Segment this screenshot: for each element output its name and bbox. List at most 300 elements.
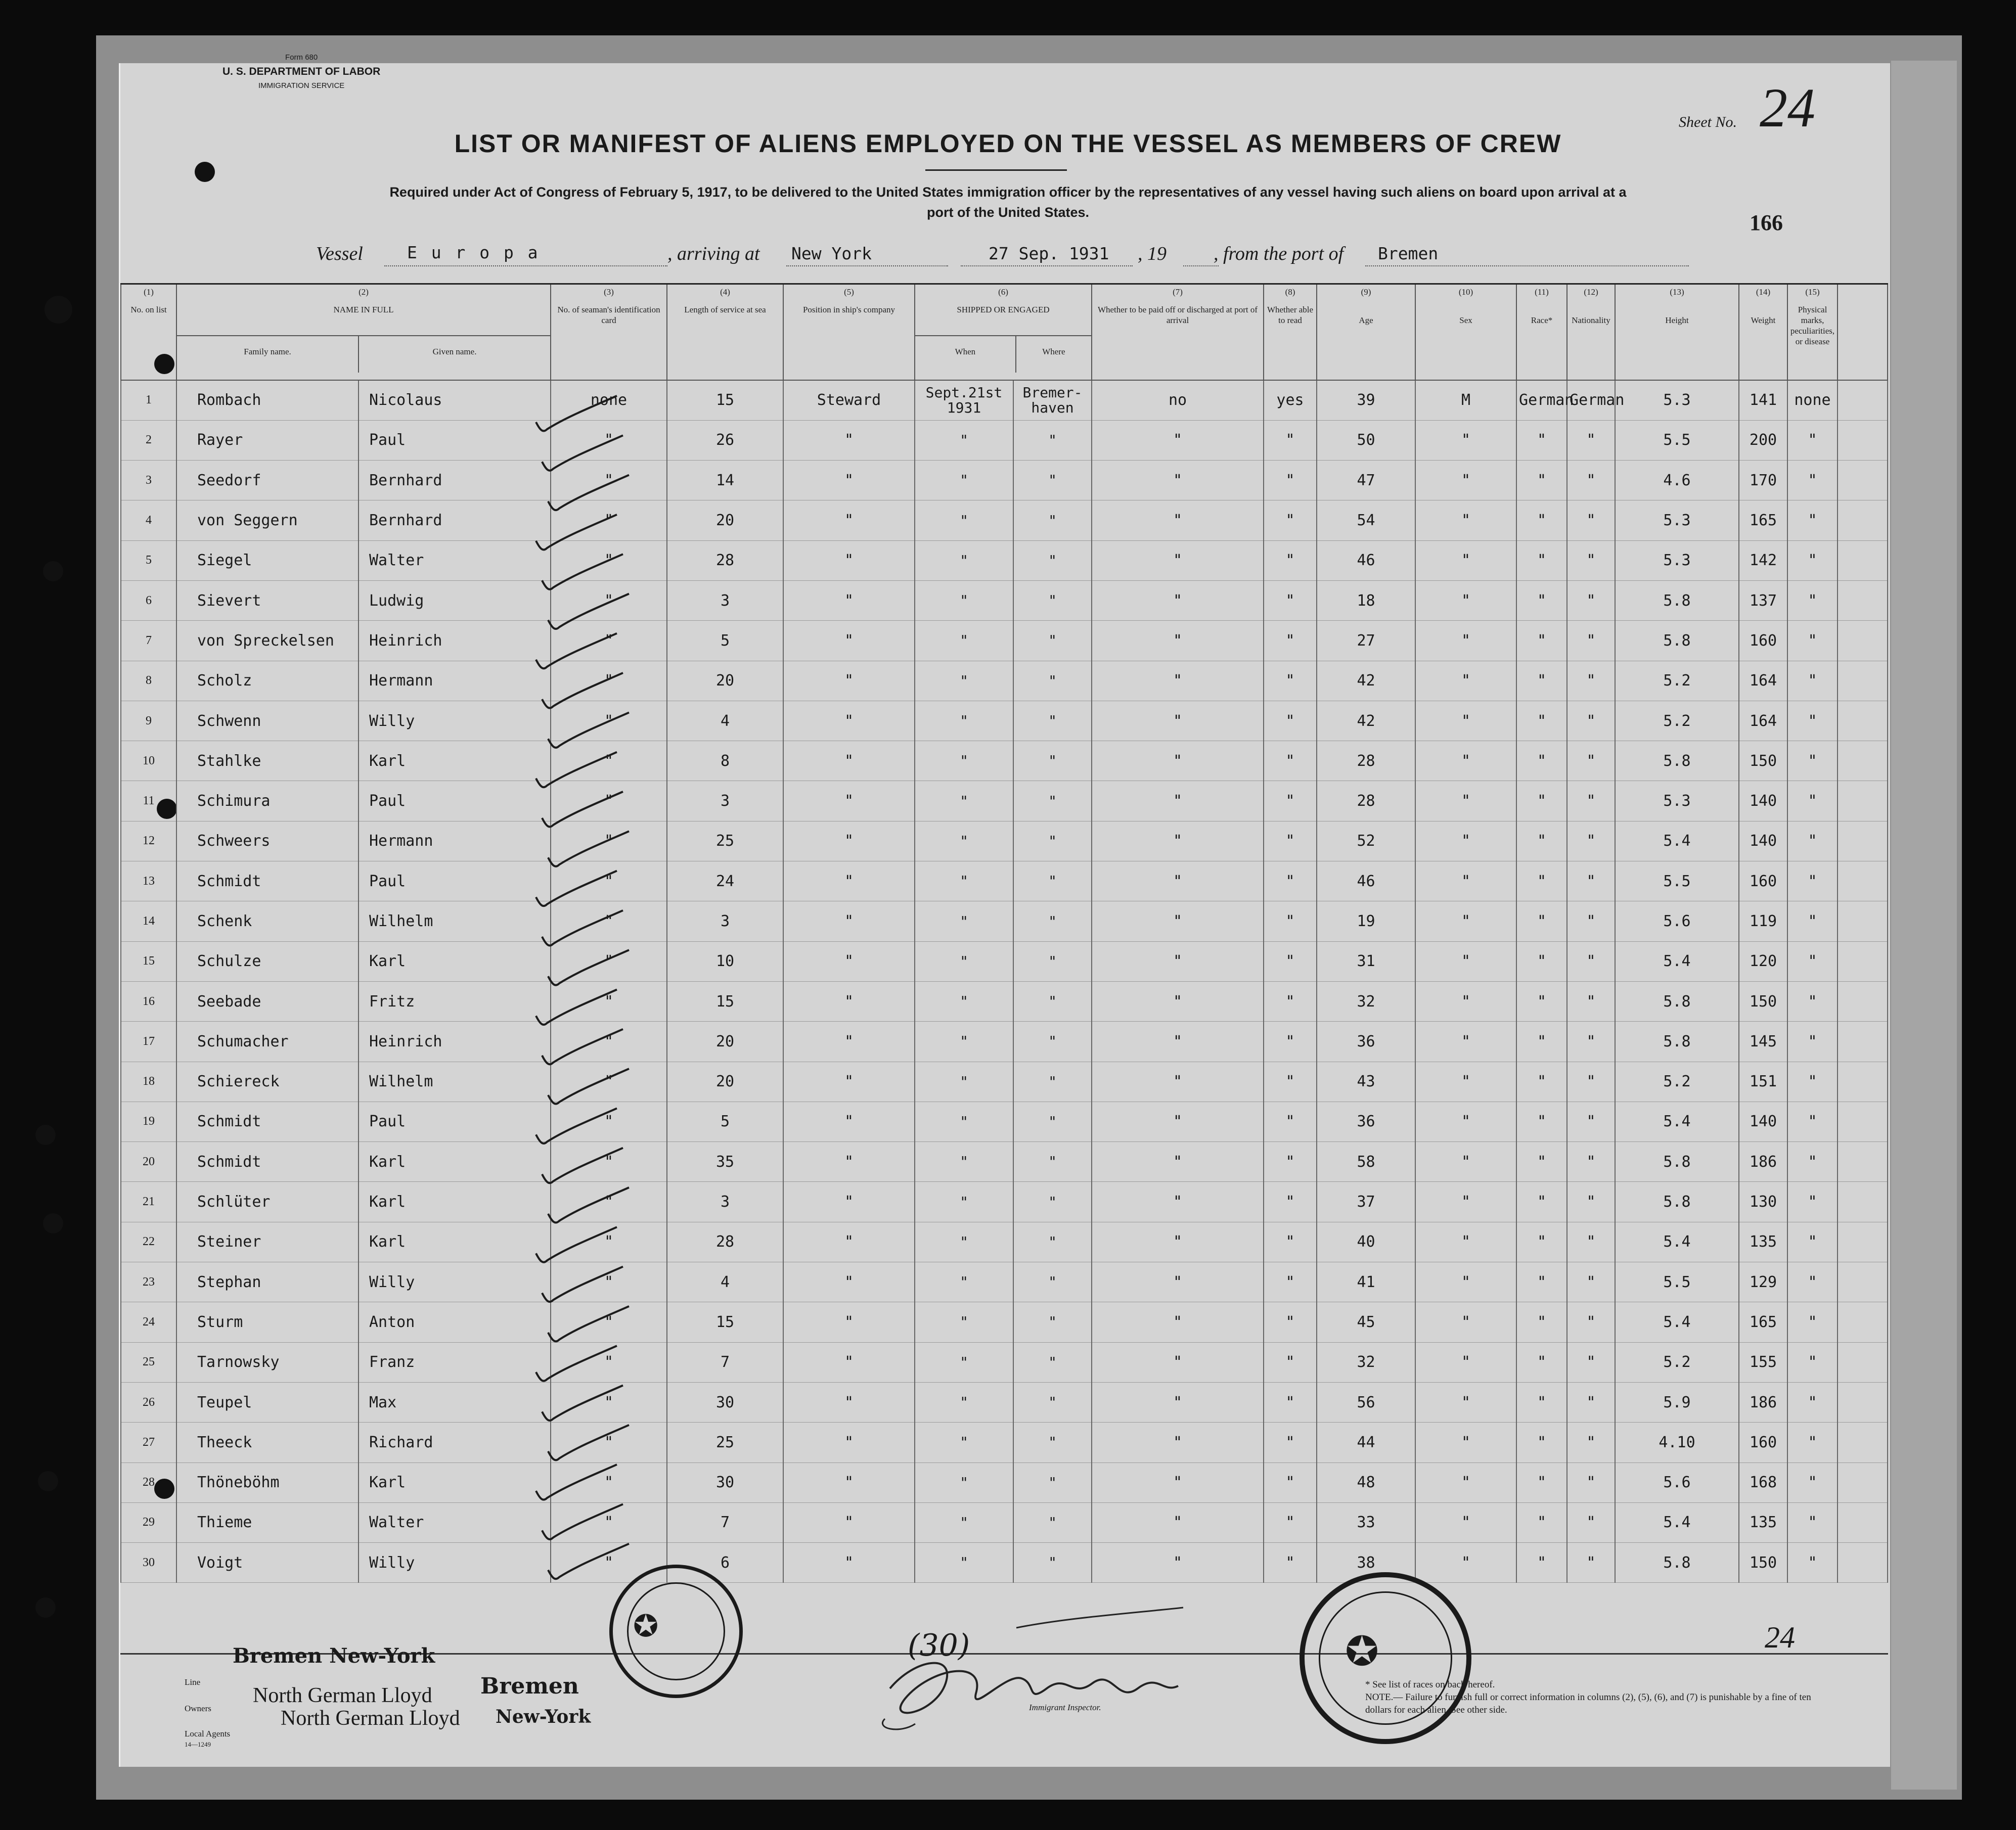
height-cell: 5.8 xyxy=(1615,1543,1739,1583)
arriving-label: , arriving at xyxy=(667,243,760,264)
given-name-cell: Willy xyxy=(359,1262,551,1302)
able-to-read-cell: " xyxy=(1264,1222,1317,1262)
paid-off-cell: " xyxy=(1092,1382,1264,1422)
nationality-cell: " xyxy=(1567,1022,1615,1062)
age-cell: 28 xyxy=(1317,741,1415,781)
header-service: (4) Length of service at sea xyxy=(667,284,783,380)
given-name-cell: Karl xyxy=(359,941,551,981)
checkmark xyxy=(536,515,617,550)
shipped-where-cell: " xyxy=(1013,461,1092,500)
ship-position-cell: " xyxy=(783,1382,915,1422)
sex-cell: " xyxy=(1415,661,1516,701)
shipped-when-cell: " xyxy=(915,1462,1013,1502)
nationality-cell: " xyxy=(1567,1423,1615,1462)
paid-off-cell: " xyxy=(1092,981,1264,1021)
family-name-cell: Schiereck xyxy=(176,1062,359,1102)
length-of-service-cell: 20 xyxy=(667,1022,783,1062)
owners-value: North German Lloyd xyxy=(253,1684,432,1707)
checkmark xyxy=(536,1108,617,1143)
given-name-cell: Karl xyxy=(359,1182,551,1222)
checkmark xyxy=(548,1544,629,1579)
ship-position-cell: " xyxy=(783,981,915,1021)
header-position: (5) Position in ship's company xyxy=(783,284,915,380)
weight-cell: 160 xyxy=(1739,621,1787,661)
row-number-cell: 30 xyxy=(121,1543,176,1583)
length-of-service-cell: 30 xyxy=(667,1382,783,1422)
able-to-read-cell: " xyxy=(1264,901,1317,941)
ship-position-cell: " xyxy=(783,861,915,901)
shipped-where-line: haven xyxy=(1031,399,1074,416)
sex-cell: " xyxy=(1415,1502,1516,1542)
id-card-cell: " xyxy=(551,420,667,460)
checkmark xyxy=(542,554,623,589)
given-name-cell: Walter xyxy=(359,540,551,580)
ship-position-cell: " xyxy=(783,1502,915,1542)
race-cell: " xyxy=(1516,540,1567,580)
ship-position-cell: " xyxy=(783,1262,915,1302)
ship-position-cell: " xyxy=(783,1423,915,1462)
shipped-where-cell: " xyxy=(1013,1342,1092,1382)
height-cell: 5.8 xyxy=(1615,1022,1739,1062)
header-sex: (10) Sex xyxy=(1415,284,1516,380)
sex-cell: " xyxy=(1415,701,1516,741)
family-name-cell: Scholz xyxy=(176,661,359,701)
age-cell: 52 xyxy=(1317,821,1415,861)
row-number-cell: 12 xyxy=(121,821,176,861)
family-name-cell: Thöneböhm xyxy=(176,1462,359,1502)
able-to-read-cell: " xyxy=(1264,1182,1317,1222)
bremen-stamp-text: Bremen xyxy=(480,1673,579,1699)
weight-cell: 135 xyxy=(1739,1222,1787,1262)
shipped-where-cell: " xyxy=(1013,1543,1092,1583)
given-name-cell: Ludwig xyxy=(359,580,551,620)
nationality-cell: " xyxy=(1567,621,1615,661)
length-of-service-cell: 4 xyxy=(667,701,783,741)
paid-off-cell: " xyxy=(1092,781,1264,821)
shipped-when-cell: " xyxy=(915,1262,1013,1302)
row-number-cell: 14 xyxy=(121,901,176,941)
family-name-cell: Teupel xyxy=(176,1382,359,1422)
shipped-where-cell: " xyxy=(1013,621,1092,661)
length-of-service-cell: 25 xyxy=(667,821,783,861)
height-cell: 5.4 xyxy=(1615,941,1739,981)
nationality-cell: " xyxy=(1567,981,1615,1021)
sex-cell: " xyxy=(1415,1142,1516,1182)
shipped-when-cell: " xyxy=(915,1022,1013,1062)
sex-cell: " xyxy=(1415,580,1516,620)
nationality-cell: " xyxy=(1567,1543,1615,1583)
ship-position-cell: " xyxy=(783,420,915,460)
paid-off-cell: " xyxy=(1092,1502,1264,1542)
weight-cell: 150 xyxy=(1739,981,1787,1021)
service-name: IMMIGRATION SERVICE xyxy=(258,81,345,90)
family-name-cell: von Seggern xyxy=(176,500,359,540)
header-age: (9) Age xyxy=(1317,284,1415,380)
height-cell: 5.3 xyxy=(1615,380,1739,421)
race-cell: " xyxy=(1516,420,1567,460)
shipped-when-cell: " xyxy=(915,821,1013,861)
checkmark xyxy=(536,990,617,1025)
shipped-when-cell: " xyxy=(915,1543,1013,1583)
able-to-read-cell: " xyxy=(1264,1423,1317,1462)
age-cell: 50 xyxy=(1317,420,1415,460)
age-cell: 38 xyxy=(1317,1543,1415,1583)
given-name-cell: Franz xyxy=(359,1342,551,1382)
race-cell: " xyxy=(1516,981,1567,1021)
family-name-cell: Sievert xyxy=(176,580,359,620)
physical-marks-cell: " xyxy=(1787,701,1838,741)
length-of-service-cell: 8 xyxy=(667,741,783,781)
age-cell: 31 xyxy=(1317,941,1415,981)
age-cell: 37 xyxy=(1317,1182,1415,1222)
ship-position-cell: " xyxy=(783,1302,915,1342)
id-card-cell: " xyxy=(551,1462,667,1502)
paid-off-cell: " xyxy=(1092,1062,1264,1102)
shipped-where-cell: " xyxy=(1013,781,1092,821)
sex-cell: " xyxy=(1415,901,1516,941)
shipped-where-cell: " xyxy=(1013,661,1092,701)
vessel-name: E u r o p a xyxy=(407,243,540,262)
paid-off-cell: " xyxy=(1092,420,1264,460)
nationality-cell: " xyxy=(1567,1382,1615,1422)
able-to-read-cell: " xyxy=(1264,701,1317,741)
weight-cell: 150 xyxy=(1739,1543,1787,1583)
sex-cell: " xyxy=(1415,781,1516,821)
race-cell: " xyxy=(1516,1462,1567,1502)
crew-count: (30) xyxy=(908,1628,970,1663)
physical-marks-cell: " xyxy=(1787,781,1838,821)
id-card-cell: " xyxy=(551,461,667,500)
sex-cell: " xyxy=(1415,941,1516,981)
sex-cell: " xyxy=(1415,1462,1516,1502)
length-of-service-cell: 10 xyxy=(667,941,783,981)
id-card-cell: " xyxy=(551,1502,667,1542)
length-of-service-cell: 5 xyxy=(667,1102,783,1141)
physical-marks-cell: " xyxy=(1787,1102,1838,1141)
line-value: Bremen New-York xyxy=(233,1644,435,1668)
row-number-cell: 19 xyxy=(121,1102,176,1141)
shipped-when-cell: " xyxy=(915,661,1013,701)
ship-position-cell: " xyxy=(783,500,915,540)
checkmark xyxy=(536,1465,617,1500)
physical-marks-cell: " xyxy=(1787,1342,1838,1382)
physical-marks-cell: " xyxy=(1787,580,1838,620)
row-number-cell: 15 xyxy=(121,941,176,981)
checkmark xyxy=(536,1346,617,1381)
shipped-when-cell: " xyxy=(915,540,1013,580)
id-card-cell: " xyxy=(551,580,667,620)
length-of-service-cell: 5 xyxy=(667,621,783,661)
family-name-cell: Tarnowsky xyxy=(176,1342,359,1382)
race-cell: " xyxy=(1516,1543,1567,1583)
able-to-read-cell: " xyxy=(1264,621,1317,661)
able-to-read-cell: " xyxy=(1264,461,1317,500)
given-name-cell: Karl xyxy=(359,1142,551,1182)
physical-marks-cell: " xyxy=(1787,500,1838,540)
header-id-card: (3) No. of seaman's identification card xyxy=(551,284,667,380)
row-number-cell: 20 xyxy=(121,1142,176,1182)
id-card-cell: " xyxy=(551,621,667,661)
given-name-cell: Richard xyxy=(359,1423,551,1462)
id-card-cell: " xyxy=(551,901,667,941)
shipped-where-cell: " xyxy=(1013,941,1092,981)
row-number-cell: 4 xyxy=(121,500,176,540)
checkmark xyxy=(536,752,617,788)
paid-off-cell: " xyxy=(1092,500,1264,540)
row-number-cell: 5 xyxy=(121,540,176,580)
family-name-cell: Rombach xyxy=(176,380,359,421)
able-to-read-cell: " xyxy=(1264,1022,1317,1062)
age-cell: 19 xyxy=(1317,901,1415,941)
race-cell: " xyxy=(1516,901,1567,941)
age-cell: 44 xyxy=(1317,1423,1415,1462)
sex-cell: " xyxy=(1415,1423,1516,1462)
shipped-when-cell: " xyxy=(915,580,1013,620)
race-cell: " xyxy=(1516,1222,1567,1262)
age-cell: 46 xyxy=(1317,540,1415,580)
shipped-when-cell: " xyxy=(915,1342,1013,1382)
physical-marks-cell: " xyxy=(1787,661,1838,701)
height-cell: 5.2 xyxy=(1615,701,1739,741)
given-name-cell: Heinrich xyxy=(359,621,551,661)
id-card-cell: " xyxy=(551,981,667,1021)
weight-cell: 168 xyxy=(1739,1462,1787,1502)
paid-off-cell: " xyxy=(1092,1222,1264,1262)
row-number-cell: 29 xyxy=(121,1502,176,1542)
penalty-note: NOTE.— Failure to furnish full or correct information in columns (2), (5), (6), and (7) is punishable by a fine of ten dollars for each alien. See other side. xyxy=(1365,1692,1811,1715)
able-to-read-cell: " xyxy=(1264,1502,1317,1542)
page-mark: 24 xyxy=(1765,1621,1795,1654)
height-cell: 5.4 xyxy=(1615,1222,1739,1262)
shipped-where-cell: " xyxy=(1013,540,1092,580)
race-cell: " xyxy=(1516,461,1567,500)
agents-label: Local Agents 14—1249 xyxy=(185,1729,231,1748)
ship-position-cell: " xyxy=(783,580,915,620)
physical-marks-cell: " xyxy=(1787,1142,1838,1182)
arriving-port: New York xyxy=(791,244,872,263)
shipped-where-cell: " xyxy=(1013,1022,1092,1062)
row-number-cell: 17 xyxy=(121,1022,176,1062)
shipped-when-cell: " xyxy=(915,781,1013,821)
length-of-service-cell: 7 xyxy=(667,1342,783,1382)
eagle-seal-icon: ✪ xyxy=(1345,1629,1379,1674)
weight-cell: 164 xyxy=(1739,701,1787,741)
paid-off-cell: " xyxy=(1092,1342,1264,1382)
age-cell: 46 xyxy=(1317,861,1415,901)
family-name-cell: Schimura xyxy=(176,781,359,821)
shipped-where-cell: " xyxy=(1013,1142,1092,1182)
row-number-cell: 18 xyxy=(121,1062,176,1102)
sex-cell: " xyxy=(1415,821,1516,861)
newyork-stamp-text: New-York xyxy=(496,1706,591,1727)
race-cell: " xyxy=(1516,701,1567,741)
id-card-cell: " xyxy=(551,701,667,741)
header-no: (1) No. on list xyxy=(121,284,176,380)
given-name-cell: Karl xyxy=(359,1222,551,1262)
paid-off-cell: " xyxy=(1092,1543,1264,1583)
family-name-cell: Stahlke xyxy=(176,741,359,781)
paid-off-cell: " xyxy=(1092,1462,1264,1502)
paid-off-cell: " xyxy=(1092,1182,1264,1222)
line-label: Line xyxy=(185,1677,201,1687)
ship-position-cell: " xyxy=(783,621,915,661)
length-of-service-cell: 20 xyxy=(667,661,783,701)
header-read: (8) Whether able to read xyxy=(1264,284,1317,380)
checkmark xyxy=(542,792,623,827)
nationality-cell: " xyxy=(1567,500,1615,540)
age-cell: 54 xyxy=(1317,500,1415,540)
shipped-when-cell: " xyxy=(915,1423,1013,1462)
sheet-number: 24 xyxy=(1760,77,1815,139)
age-cell: 56 xyxy=(1317,1382,1415,1422)
shipped-where-cell: " xyxy=(1013,580,1092,620)
checkmark xyxy=(548,712,629,748)
height-cell: 5.3 xyxy=(1615,540,1739,580)
height-cell: 4.10 xyxy=(1615,1423,1739,1462)
department-name: U. S. DEPARTMENT OF LABOR xyxy=(222,66,381,77)
ship-position-cell: " xyxy=(783,461,915,500)
shipped-when-cell: " xyxy=(915,1062,1013,1102)
row-number-cell: 26 xyxy=(121,1382,176,1422)
length-of-service-cell: 20 xyxy=(667,500,783,540)
shipped-where-cell: " xyxy=(1013,1382,1092,1422)
id-card-cell: " xyxy=(551,941,667,981)
physical-marks-cell: " xyxy=(1787,1502,1838,1542)
age-cell: 27 xyxy=(1317,621,1415,661)
sex-cell: " xyxy=(1415,621,1516,661)
given-name-cell: Max xyxy=(359,1382,551,1422)
paid-off-cell: " xyxy=(1092,661,1264,701)
checkmark xyxy=(542,435,623,471)
age-cell: 39 xyxy=(1317,380,1415,421)
ship-position-cell: " xyxy=(783,1222,915,1262)
height-cell: 5.6 xyxy=(1615,1462,1739,1502)
sex-cell: " xyxy=(1415,420,1516,460)
nationality-cell: " xyxy=(1567,1102,1615,1141)
header-shipped: (6) SHIPPED OR ENGAGED When Where xyxy=(915,284,1092,380)
ship-position-cell: " xyxy=(783,701,915,741)
race-cell: " xyxy=(1516,1142,1567,1182)
able-to-read-cell: " xyxy=(1264,580,1317,620)
physical-marks-cell: " xyxy=(1787,1262,1838,1302)
height-cell: 4.6 xyxy=(1615,461,1739,500)
family-name-cell: Voigt xyxy=(176,1543,359,1583)
header-when: When xyxy=(915,336,1016,373)
checkmark xyxy=(542,1386,623,1421)
shipped-when-cell: " xyxy=(915,861,1013,901)
physical-marks-cell: " xyxy=(1787,461,1838,500)
length-of-service-cell: 28 xyxy=(667,1222,783,1262)
row-number-cell: 10 xyxy=(121,741,176,781)
family-name-cell: Schmidt xyxy=(176,1142,359,1182)
sex-cell: " xyxy=(1415,1022,1516,1062)
nationality-cell: " xyxy=(1567,661,1615,701)
length-of-service-cell: 20 xyxy=(667,1062,783,1102)
id-card-cell: " xyxy=(551,1262,667,1302)
weight-cell: 165 xyxy=(1739,500,1787,540)
sex-cell: " xyxy=(1415,1182,1516,1222)
physical-marks-cell: " xyxy=(1787,821,1838,861)
header-family-name: Family name. xyxy=(177,336,359,373)
physical-marks-cell: " xyxy=(1787,741,1838,781)
physical-marks-cell: " xyxy=(1787,1062,1838,1102)
shipped-where-cell: " xyxy=(1013,1423,1092,1462)
ship-position-cell: " xyxy=(783,1342,915,1382)
sex-cell: " xyxy=(1415,461,1516,500)
weight-cell: 142 xyxy=(1739,540,1787,580)
length-of-service-cell: 4 xyxy=(667,1262,783,1302)
height-cell: 5.4 xyxy=(1615,1502,1739,1542)
race-cell: " xyxy=(1516,781,1567,821)
checkmark xyxy=(542,673,623,708)
given-name-cell: Hermann xyxy=(359,661,551,701)
row-number-cell: 23 xyxy=(121,1262,176,1302)
nationality-cell: " xyxy=(1567,1182,1615,1222)
row-number-cell: 7 xyxy=(121,621,176,661)
weight-cell: 129 xyxy=(1739,1262,1787,1302)
id-card-cell: " xyxy=(551,1062,667,1102)
ship-position-cell: " xyxy=(783,941,915,981)
given-name-cell: Wilhelm xyxy=(359,1062,551,1102)
header-physical-marks: (15) Physical marks, peculiarities, or disease xyxy=(1787,284,1838,380)
able-to-read-cell: " xyxy=(1264,781,1317,821)
age-cell: 33 xyxy=(1317,1502,1415,1542)
sex-cell: " xyxy=(1415,1102,1516,1141)
paid-off-cell: " xyxy=(1092,540,1264,580)
nationality-cell: " xyxy=(1567,1062,1615,1102)
arrival-date: 27 Sep. 1931 xyxy=(989,244,1109,263)
height-cell: 5.8 xyxy=(1615,1142,1739,1182)
family-name-cell: Schlüter xyxy=(176,1182,359,1222)
family-name-cell: Sturm xyxy=(176,1302,359,1342)
shipped-when-cell: " xyxy=(915,1142,1013,1182)
ship-position-cell: " xyxy=(783,901,915,941)
id-card-cell: " xyxy=(551,821,667,861)
able-to-read-cell: " xyxy=(1264,540,1317,580)
row-number-cell: 25 xyxy=(121,1342,176,1382)
id-card-cell: " xyxy=(551,1142,667,1182)
inspector-label: Immigrant Inspector. xyxy=(1029,1703,1101,1712)
height-cell: 5.4 xyxy=(1615,821,1739,861)
height-cell: 5.9 xyxy=(1615,1382,1739,1422)
eagle-seal-icon: ✪ xyxy=(633,1609,659,1643)
race-cell: " xyxy=(1516,741,1567,781)
nationality-cell: " xyxy=(1567,1222,1615,1262)
checkmark xyxy=(536,1227,617,1262)
sex-cell: " xyxy=(1415,861,1516,901)
weight-cell: 140 xyxy=(1739,781,1787,821)
able-to-read-cell: " xyxy=(1264,661,1317,701)
shipped-when-cell: " xyxy=(915,941,1013,981)
weight-cell: 150 xyxy=(1739,741,1787,781)
paid-off-cell: " xyxy=(1092,821,1264,861)
paid-off-cell: " xyxy=(1092,621,1264,661)
shipped-where-cell: " xyxy=(1013,1222,1092,1262)
physical-marks-cell: " xyxy=(1787,981,1838,1021)
race-cell: " xyxy=(1516,821,1567,861)
physical-marks-cell: " xyxy=(1787,540,1838,580)
shipped-when-cell: " xyxy=(915,621,1013,661)
race-cell: " xyxy=(1516,1382,1567,1422)
age-cell: 48 xyxy=(1317,1462,1415,1502)
race-cell: " xyxy=(1516,580,1567,620)
race-cell: " xyxy=(1516,1342,1567,1382)
ship-position-cell: " xyxy=(783,1102,915,1141)
length-of-service-cell: 3 xyxy=(667,781,783,821)
id-card-cell: " xyxy=(551,1102,667,1141)
physical-marks-cell: " xyxy=(1787,420,1838,460)
length-of-service-cell: 3 xyxy=(667,580,783,620)
